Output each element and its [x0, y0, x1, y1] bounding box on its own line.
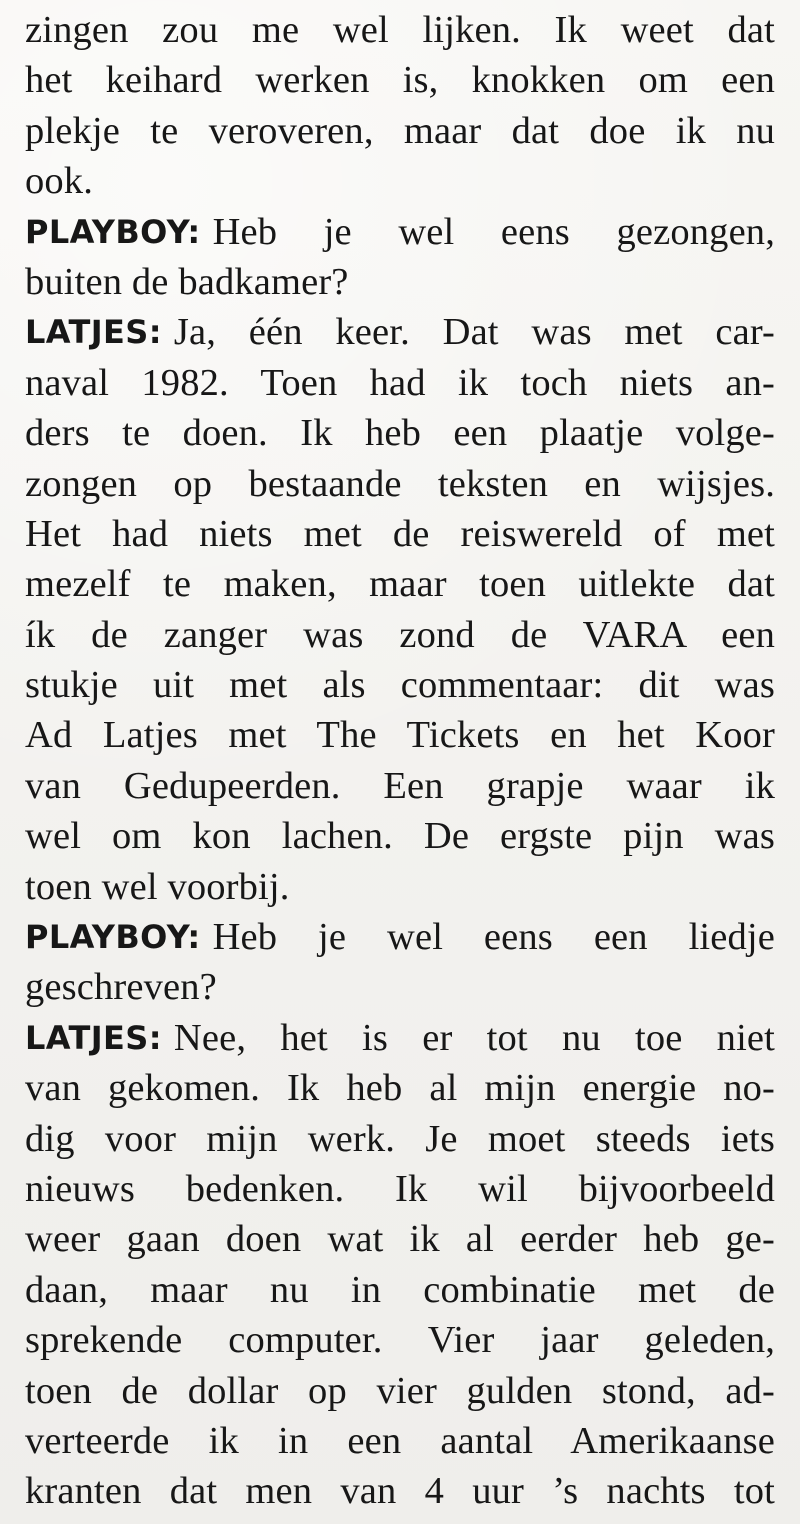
- text-line: [25, 862, 775, 912]
- speaker-line: [25, 307, 775, 357]
- text-line: [25, 1063, 775, 1113]
- line-text: zingen zou me wel lijken. Ik weet dat: [25, 9, 775, 51]
- text-line: [25, 1114, 775, 1164]
- line-text: plekje te veroveren, maar dat doe ik nu: [25, 109, 775, 152]
- line-text: buiten de badkamer?: [25, 260, 349, 303]
- line-text: weer gaan doen wat ik al eerder heb ge-: [25, 1218, 775, 1261]
- speaker-line: [25, 1013, 775, 1063]
- text-line: [25, 1265, 775, 1315]
- text-line: [25, 1416, 775, 1466]
- line-text: stukje uit met als commentaar: dit was: [25, 664, 775, 707]
- line-text: Het had niets met de reiswereld of met: [25, 512, 775, 555]
- text-line: [25, 1164, 775, 1214]
- text-line: [25, 811, 775, 861]
- text-line: [25, 5, 775, 55]
- text-line: [25, 710, 775, 760]
- line-text: Heb je wel eens gezongen,: [212, 210, 775, 253]
- line-text: toen de dollar op vier gulden stond, ad-: [25, 1369, 775, 1412]
- text-line: [25, 559, 775, 609]
- line-text: daan, maar nu in combinatie met de: [25, 1268, 775, 1311]
- line-text: ík de zanger was zond de VARA een: [25, 613, 775, 656]
- line-text: geschreven?: [25, 966, 217, 1009]
- line-text: nieuws bedenken. Ik wil bijvoorbeeld: [25, 1167, 775, 1210]
- line-text: het keihard werken is, knokken om een: [25, 59, 775, 102]
- text-line: [25, 509, 775, 559]
- speaker-line: [25, 912, 775, 962]
- line-text: sprekende computer. Vier jaar geleden,: [25, 1319, 775, 1362]
- line-text: verteerde ik in een aantal Amerikaanse: [25, 1419, 775, 1462]
- text-line: [25, 1466, 775, 1516]
- text-line: [25, 1366, 775, 1416]
- line-text: toen wel voorbij.: [25, 865, 290, 908]
- text-line: [25, 55, 775, 105]
- line-text: zongen op bestaande teksten en wijsjes.: [25, 462, 775, 505]
- text-line: [25, 962, 775, 1012]
- line-text: Nee, het is er tot nu toe niet: [173, 1016, 775, 1059]
- text-line: [25, 156, 775, 206]
- line-text: wel om kon lachen. De ergste pijn was: [25, 815, 775, 858]
- text-line: [25, 106, 775, 156]
- speaker-label: LATJES:: [25, 1018, 162, 1057]
- text-line: [25, 610, 775, 660]
- text-line: [25, 1315, 775, 1365]
- text-line: [25, 1214, 775, 1264]
- speaker-label: PLAYBOY:: [25, 212, 201, 251]
- text-line: [25, 257, 775, 307]
- line-text: van Gedupeerden. Een grapje waar ik: [25, 764, 775, 807]
- line-text: van gekomen. Ik heb al mijn energie no-: [25, 1067, 775, 1110]
- text-line: [25, 358, 775, 408]
- speaker-label: PLAYBOY:: [25, 918, 201, 957]
- text-line: [25, 459, 775, 509]
- line-text: Heb je wel eens een liedje: [212, 916, 775, 959]
- line-text: mezelf te maken, maar toen uitlekte dat: [25, 563, 775, 606]
- line-text: ook.: [25, 160, 93, 203]
- speaker-label: LATJES:: [25, 313, 162, 352]
- line-text: dig voor mijn werk. Je moet steeds iets: [25, 1117, 775, 1160]
- text-line: [25, 660, 775, 710]
- article-column: [25, 5, 775, 1517]
- line-text: Ad Latjes met The Tickets en het Koor: [25, 714, 775, 757]
- text-line: [25, 408, 775, 458]
- line-text: Ja, één keer. Dat was met car-: [173, 311, 775, 354]
- line-text: naval 1982. Toen had ik toch niets an-: [25, 361, 775, 404]
- line-text: ders te doen. Ik heb een plaatje volge-: [25, 412, 775, 455]
- line-text: kranten dat men van 4 uur ’s nachts tot: [25, 1470, 775, 1513]
- speaker-line: [25, 207, 775, 257]
- text-line: [25, 761, 775, 811]
